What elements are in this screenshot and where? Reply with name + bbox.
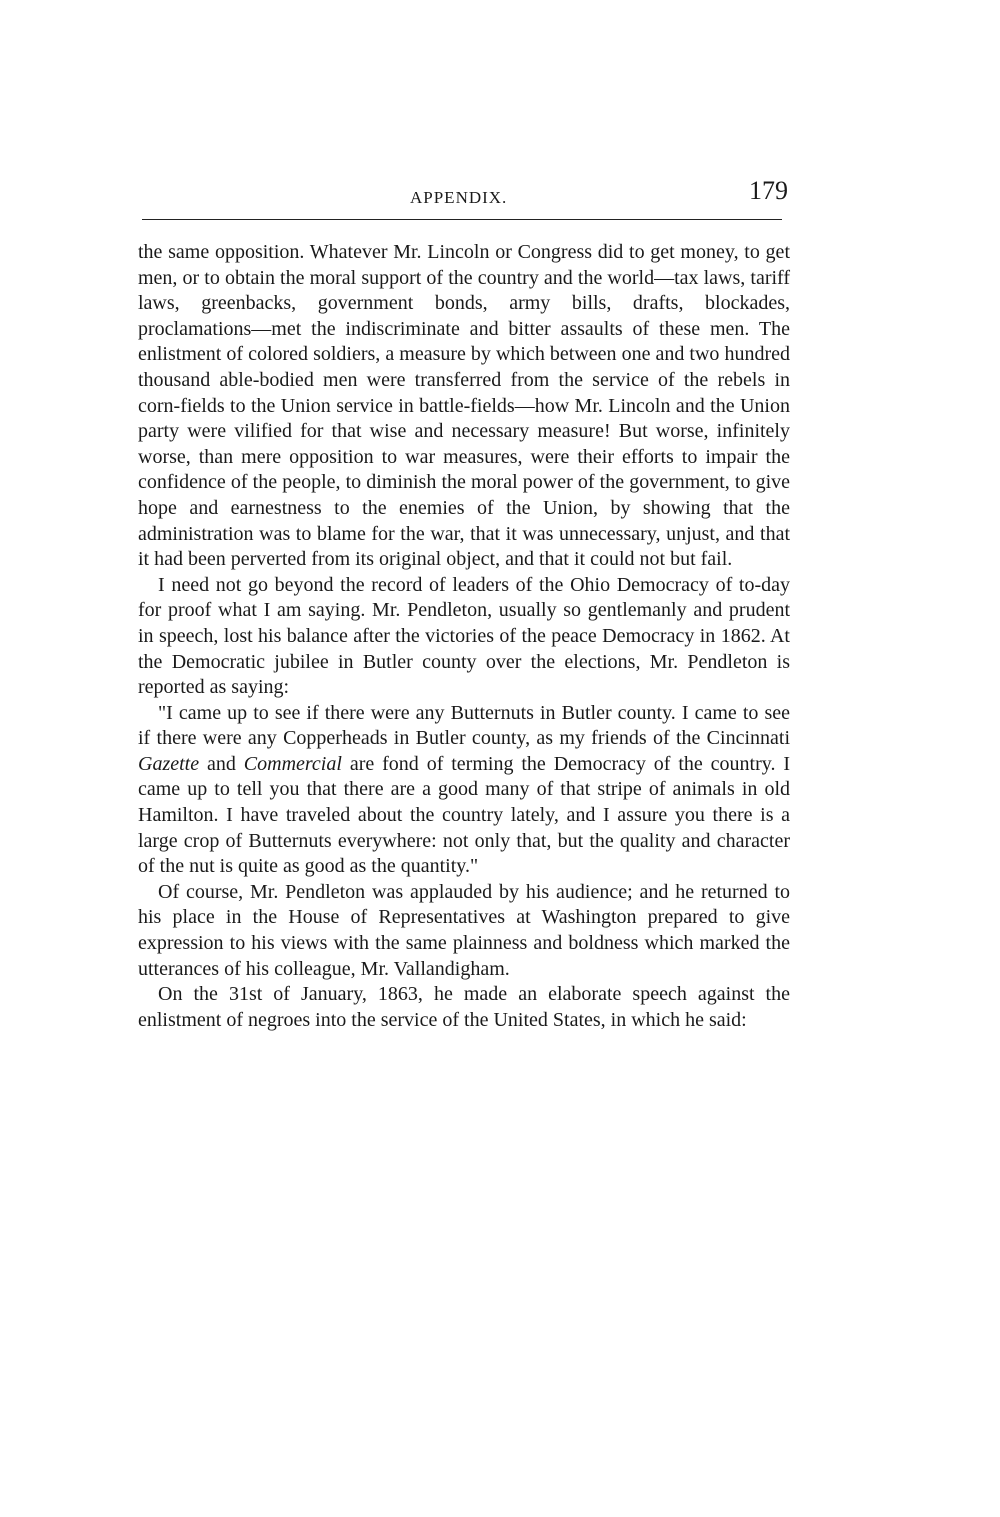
quote-text-after: are fond of terming the Democracy of the country. I came up to tell you that there are a good many of that stripe of animals in old Hamilton. I have traveled about the country lately, and I assure you there is a large crop of Butternuts everywhere: not only that, but the quality and character of the nut is quite as good as the quantity." — [138, 752, 790, 878]
page-number: 179 — [749, 176, 788, 205]
header-rule — [142, 219, 782, 220]
quote-italic-commercial: Commercial — [243, 752, 342, 775]
paragraph-speech-intro: On the 31st of January, 1863, he made an elaborate speech against the enlistment of negroes into the service of the United States, in which he said: — [138, 983, 790, 1031]
running-head — [138, 170, 790, 210]
quote-text-before: "I came up to see if there were any Butternuts in Butler county. I came to see if there were any Copperheads in Butler county, as my friends of the Cincinnati — [138, 701, 790, 750]
quote-italic-gazette: Gazette — [138, 752, 200, 775]
paragraph-continuation: the same opposition. Whatever Mr. Lincoln or Congress did to get money, to get men, or to obtain the moral support of the country and the world—tax laws, tariff laws, greenbacks, government bonds, army bills, drafts, blockades, proclamations—met the indiscriminate and bitter assaults of these men. The enlistment of colored soldiers, a measure by which between one and two hundred thousand able-bodied men were transferred from the service of the rebels in corn-fields to the Union service in battle-fields—how Mr. Lincoln and the Union party were vilified for that wise and necessary measure! But worse, infinitely worse, than mere opposition to war measures, were their efforts to impair the confidence of the people, to diminish the moral power of the government, to give hope and earnestness to the enemies of the Union, by showing that the administration was to blame for the war, that it was unnecessary, unjust, and that it had been perverted from its original object, and that it could not but fail. — [138, 241, 790, 571]
body-text — [138, 240, 790, 1033]
running-title: APPENDIX. — [410, 188, 508, 207]
paragraph-pendleton-intro: I need not go beyond the record of leaders of the Ohio Democracy of to-day for proof what I am saying. Mr. Pendleton, usually so gentlemanly and prudent in speech, lost his balance after the victories of the peace Democracy in 1862. At the Democratic jubilee in Butler county over the elections, Mr. Pendleton is reported as saying: — [138, 573, 790, 699]
paragraph-applause: Of course, Mr. Pendleton was applauded by his audience; and he returned to his place in the House of Representatives at Washington prepared to give expression to his views with the same plainness and boldness which marked the utterances of his colleague, Mr. Vallandigham. — [138, 880, 790, 980]
paragraph-quotation — [138, 701, 790, 880]
quote-text-middle: and — [199, 752, 244, 775]
